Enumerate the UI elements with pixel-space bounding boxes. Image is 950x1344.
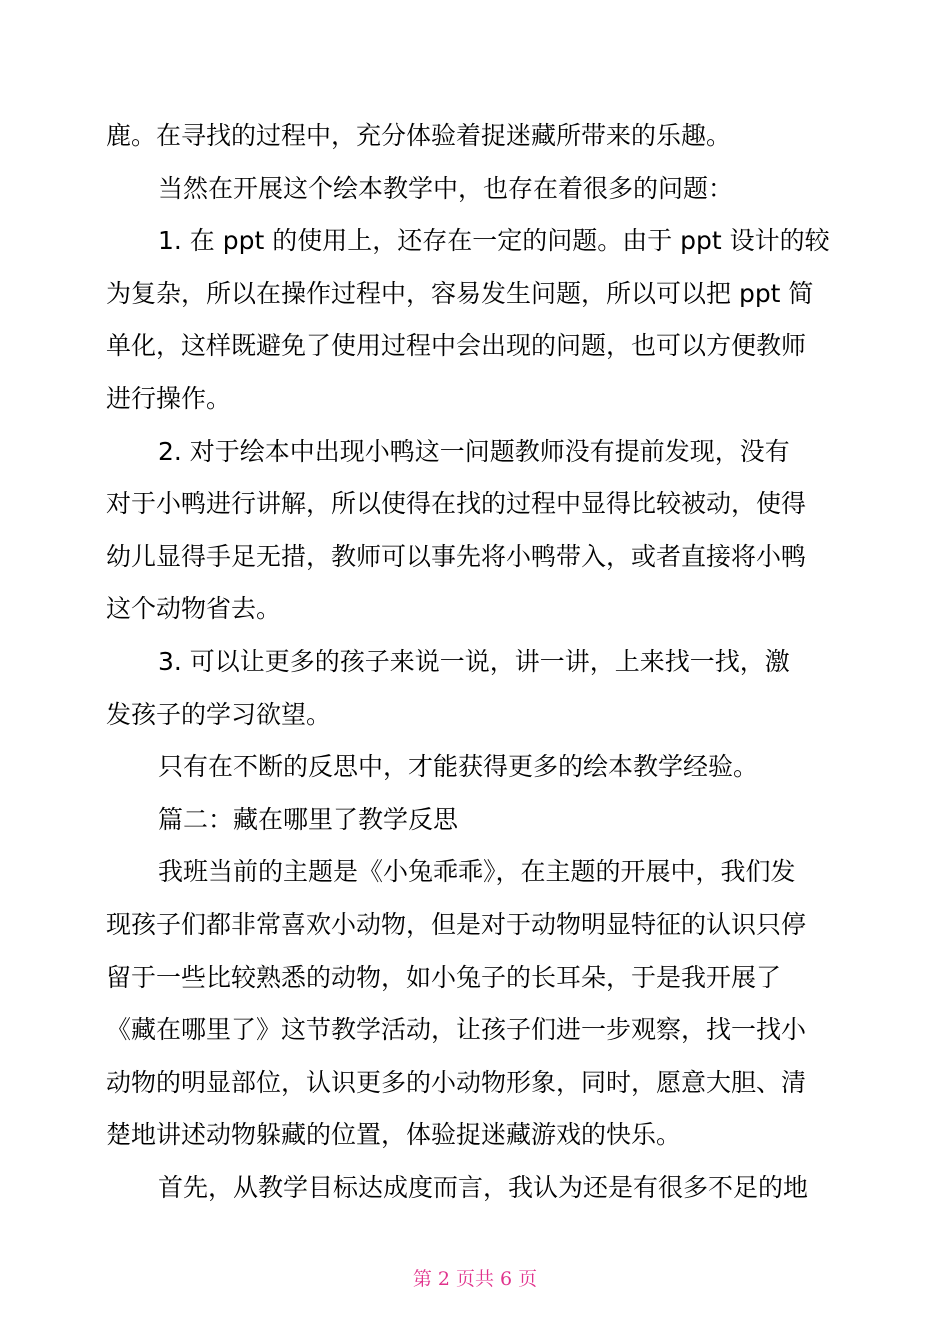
- text-line: 幼儿显得手足无措，教师可以事先将小鸭带入，或者直接将小鸭: [106, 541, 807, 571]
- text-line: 1. 在 ppt 的使用上，还存在一定的问题。由于 ppt 设计的较: [158, 226, 830, 256]
- text-line: 现孩子们都非常喜欢小动物，但是对于动物明显特征的认识只停: [106, 909, 807, 939]
- text-line: 只有在不断的反思中，才能获得更多的绘本教学经验。: [158, 752, 759, 782]
- text-line: 留于一些比较熟悉的动物，如小兔子的长耳朵，于是我开展了: [106, 962, 782, 992]
- page-number: 第 2 页共 6 页: [412, 1268, 538, 1290]
- text-line: 《藏在哪里了》这节教学活动，让孩子们进一步观察，找一找小: [106, 1015, 807, 1045]
- text-line: 发孩子的学习欲望。: [106, 699, 332, 729]
- text-line: 我班当前的主题是《小兔乖乖》，在主题的开展中，我们发: [158, 857, 796, 887]
- text-line: 楚地讲述动物躲藏的位置，体验捉迷藏游戏的快乐。: [106, 1120, 682, 1150]
- text-line: 3. 可以让更多的孩子来说一说，讲一讲，上来找一找，激: [158, 646, 790, 676]
- text-line: 这个动物省去。: [106, 594, 282, 624]
- text-line: 首先，从教学目标达成度而言，我认为还是有很多不足的地: [158, 1172, 809, 1202]
- text-line: 为复杂，所以在操作过程中，容易发生问题，所以可以把 ppt 简: [106, 278, 814, 308]
- text-line: 进行操作。: [106, 383, 232, 413]
- document-body: [106, 110, 846, 1214]
- text-line: 单化，这样既避免了使用过程中会出现的问题，也可以方便教师: [106, 331, 807, 361]
- text-line: 对于小鸭进行讲解，所以使得在找的过程中显得比较被动，使得: [106, 489, 807, 519]
- text-line: 鹿。在寻找的过程中，充分体验着捉迷藏所带来的乐趣。: [106, 121, 732, 150]
- text-line: 动物的明显部位，认识更多的小动物形象，同时，愿意大胆、清: [106, 1067, 807, 1097]
- text-line: 2. 对于绘本中出现小鸭这一问题教师没有提前发现，没有: [158, 436, 790, 466]
- text-line: 当然在开展这个绘本教学中，也存在着很多的问题：: [158, 173, 734, 203]
- text-line: 篇二：藏在哪里了教学反思: [158, 804, 459, 834]
